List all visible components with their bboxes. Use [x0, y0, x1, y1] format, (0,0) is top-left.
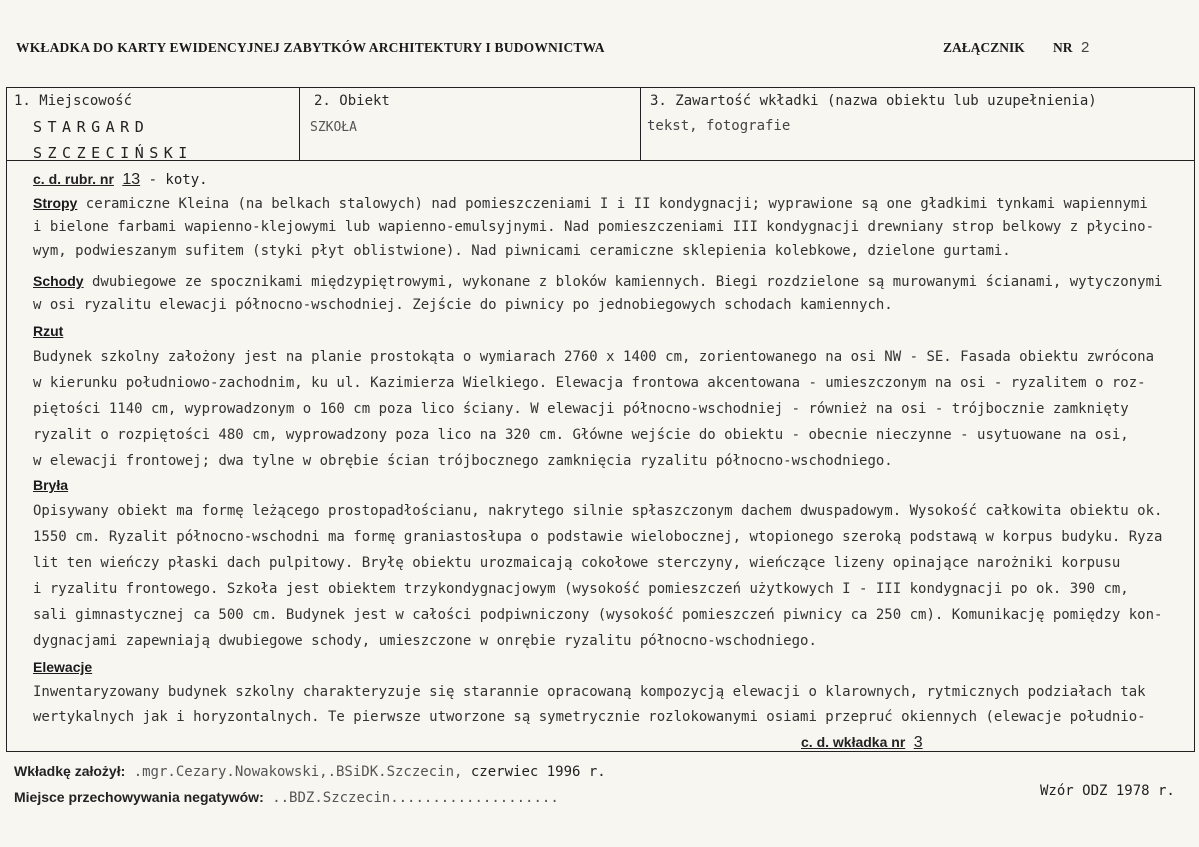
continuation-suffix: - koty. [148, 172, 208, 188]
miejscowosc-value-line2: SZCZECIŃSKI [33, 144, 193, 162]
next-insert-prefix: c. d. wkładka nr [801, 734, 906, 750]
rzut-line-3: piętości 1140 cm, wyprowadzonym o 160 cm poza lico ściany. W elewacji północno-wschodniej - również na osi - trójbocznie zamknięty [33, 401, 1129, 417]
field-divider-1 [299, 87, 300, 161]
rzut-heading: Rzut [33, 323, 64, 339]
stropy-heading: Stropy [33, 195, 78, 211]
author-label: Wkładkę założył: [14, 763, 126, 779]
stropy-line-1 [33, 195, 1148, 212]
miejscowosc-label: 1. Miejscowość [14, 93, 133, 109]
continuation-prefix: c. d. rubr. nr [33, 171, 114, 187]
bryla-line-5: sali gimnastycznej ca 500 cm. Budynek jest w całości podpiwniczony (wysokość pomieszczeń piwnicy ca 250 cm). Komunikację pomiędzy kon- [33, 607, 1163, 623]
author-value: .mgr.Cezary.Nowakowski,.BSiDK.Szczecin, [133, 764, 463, 780]
form-template-ref: Wzór ODZ 1978 r. [1040, 783, 1175, 799]
bryla-line-2: 1550 cm. Ryzalit północno-wschodni ma formę graniastosłupa o podstawie wielobocznej, wtopionego szeroką podstawą w korpus budyku. Ryza [33, 529, 1163, 545]
schody-line-1 [33, 273, 1162, 290]
rzut-line-4: ryzalit o rozpiętości 480 cm, wyprowadzony poza lico na 320 cm. Główne wejście do obiektu - obecnie nieczynne - usytuowane na osi, [33, 427, 1129, 443]
form-title: WKŁADKA DO KARTY EWIDENCYJNEJ ZABYTKÓW ARCHITEKTURY I BUDOWNICTWA [16, 40, 605, 55]
miejscowosc-value-line1: STARGARD [33, 118, 150, 136]
bryla-heading: Bryła [33, 477, 69, 493]
negatives-value: ..BDZ.Szczecin.................... [272, 790, 559, 806]
zawartosc-label: 3. Zawartość wkładki (nazwa obiektu lub uzupełnienia) [650, 93, 1097, 109]
author-line [14, 763, 606, 780]
bryla-line-3: lit ten wieńczy płaski dach pulpitowy. Bryłę obiektu urozmaicają cokołowe sterczyny, wieńczące lizeny opinające narożniki korpusu [33, 555, 1121, 571]
schody-text-1: dwubiegowe ze spocznikami międzypiętrowymi, wykonane z bloków kamiennych. Biegi rozdzielone są murowanymi ścianami, wytyczonymi [83, 274, 1163, 290]
negatives-line [14, 789, 559, 806]
stropy-text-1: ceramiczne Kleina (na belkach stalowych) nad pomieszczeniami I i II kondygnacji; wyprawione są one gładkimi tynkami wapiennymi [77, 196, 1148, 212]
obiekt-value: SZKOŁA [310, 120, 357, 135]
zawartosc-value: tekst, fotografie [647, 118, 791, 134]
bryla-line-6: dygnacjami zapewniają dwubiegowe schody, umieszczone w onrębie ryzalitu północno-wschodniego. [33, 633, 817, 649]
next-insert-number: 3 [913, 734, 923, 751]
elewacje-line-2: wertykalnych jak i horyzontalnych. Te pierwsze utworzone są symetrycznie rozlokowanymi osiami przepruć okiennych (elewacje południo- [33, 709, 1146, 725]
rzut-heading-line [33, 323, 63, 340]
stropy-line-2: i bielone farbami wapienno-klejowymi lub wapienno-emulsyjnymi. Nad pomieszczeniami III kondygnacji drewniany strop belkowy z płycino- [33, 219, 1155, 235]
elewacje-heading-line [33, 659, 92, 676]
schody-line-2: w osi ryzalitu elewacji północno-wschodniej. Zejście do piwnicy po jednobiegowych schodach kamiennych. [33, 297, 893, 313]
continuation-number: 13 [122, 171, 141, 188]
rzut-line-1: Budynek szkolny założony jest na planie prostokąta o wymiarach 2760 x 1400 cm, zorientowanego na osi NW - SE. Fasada obiektu zwrócona [33, 349, 1155, 365]
elewacje-line-1: Inwentaryzowany budynek szkolny charakteryzuje się starannie opracowaną kompozycją elewacji o klarownych, rytmicznych podziałach tak [33, 684, 1146, 700]
bryla-heading-line [33, 477, 68, 494]
author-date: czerwiec 1996 r. [470, 764, 606, 780]
stropy-line-3: wym, podwieszanym sufitem (styki płyt oblistwione). Nad piwnicami ceramiczne sklepienia kolebkowe, dzielone gurtami. [33, 243, 1011, 259]
obiekt-label: 2. Obiekt [314, 93, 390, 109]
attachment-nr-label: NR [1053, 40, 1073, 55]
elewacje-heading: Elewacje [33, 659, 93, 675]
negatives-label: Miejsce przechowywania negatywów: [14, 789, 264, 805]
rzut-line-2: w kierunku południowo-zachodnim, ku ul. Kazimierza Wielkiego. Elewacja frontowa akcentowana - umieszczonym na osi - ryzalitem o roz- [33, 375, 1146, 391]
bryla-line-4: i ryzalitu frontowego. Szkoła jest obiektem trzykondygnacjowym (wysokość pomieszczeń użytkowych I - III kondygnacji po ok. 390 cm, [33, 581, 1129, 597]
bryla-line-1: Opisywany obiekt ma formę leżącego prostopadłościanu, nakrytego silnie spłaszczonym dachem dwuspadowym. Wysokość całkowita obiektu ok. [33, 503, 1163, 519]
next-insert-ref [801, 734, 923, 752]
attachment-nr-value: 2 [1081, 39, 1090, 56]
attachment-label: ZAŁĄCZNIK [943, 40, 1025, 55]
field-divider-2 [640, 87, 641, 161]
continuation-ref [33, 171, 208, 189]
schody-heading: Schody [33, 273, 84, 289]
rzut-line-5: w elewacji frontowej; dwa tylne w obrębie ścian trójbocznego zamknięcia ryzalitu północno-wschodniego. [33, 453, 893, 469]
